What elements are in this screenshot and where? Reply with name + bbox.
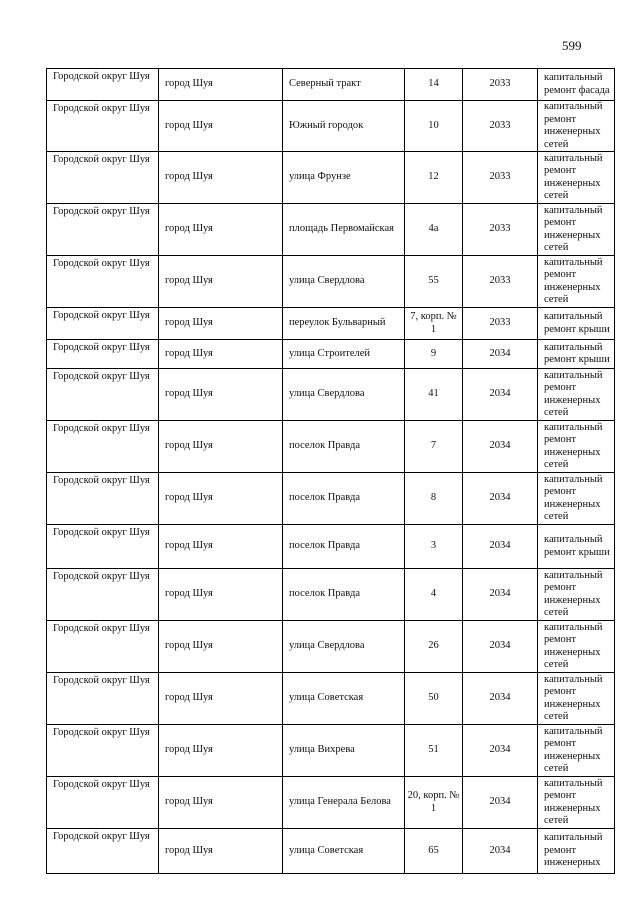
- settlement-cell: город Шуя: [159, 69, 283, 101]
- house-number-cell: 7, корп. № 1: [405, 308, 463, 340]
- street-cell: улица Советская: [283, 673, 405, 725]
- housing-repair-table: [46, 68, 615, 874]
- year-cell: 2034: [463, 421, 538, 473]
- settlement-cell: город Шуя: [159, 101, 283, 152]
- work-type-cell: капитальный ремонт инженерных сетей: [538, 777, 615, 829]
- work-type-cell: капитальный ремонт инженерных сетей: [538, 369, 615, 421]
- municipality-cell: Городской округ Шуя: [47, 421, 159, 473]
- work-type-cell: капитальный ремонт инженерных: [538, 829, 615, 874]
- house-number-cell: 65: [405, 829, 463, 874]
- house-number-cell: 20, корп. № 1: [405, 777, 463, 829]
- street-cell: улица Строителей: [283, 340, 405, 369]
- house-number-cell: 14: [405, 69, 463, 101]
- work-type-cell: капитальный ремонт инженерных сетей: [538, 673, 615, 725]
- year-cell: 2034: [463, 621, 538, 673]
- table-row: [47, 204, 615, 256]
- table-row: [47, 421, 615, 473]
- municipality-cell: Городской округ Шуя: [47, 777, 159, 829]
- house-number-cell: 4а: [405, 204, 463, 256]
- settlement-cell: город Шуя: [159, 308, 283, 340]
- work-type-cell: капитальный ремонт инженерных сетей: [538, 256, 615, 308]
- street-cell: поселок Правда: [283, 525, 405, 569]
- year-cell: 2034: [463, 777, 538, 829]
- street-cell: улица Фрунзе: [283, 152, 405, 204]
- municipality-cell: Городской округ Шуя: [47, 101, 159, 152]
- settlement-cell: город Шуя: [159, 725, 283, 777]
- year-cell: 2034: [463, 473, 538, 525]
- settlement-cell: город Шуя: [159, 621, 283, 673]
- municipality-cell: Городской округ Шуя: [47, 152, 159, 204]
- year-cell: 2033: [463, 256, 538, 308]
- street-cell: улица Советская: [283, 829, 405, 874]
- house-number-cell: 51: [405, 725, 463, 777]
- table-row: [47, 101, 615, 152]
- house-number-cell: 50: [405, 673, 463, 725]
- work-type-cell: капитальный ремонт инженерных сетей: [538, 621, 615, 673]
- house-number-cell: 8: [405, 473, 463, 525]
- municipality-cell: Городской округ Шуя: [47, 725, 159, 777]
- municipality-cell: Городской округ Шуя: [47, 204, 159, 256]
- table-row: [47, 369, 615, 421]
- house-number-cell: 41: [405, 369, 463, 421]
- house-number-cell: 10: [405, 101, 463, 152]
- page-number: 599: [562, 38, 582, 53]
- settlement-cell: город Шуя: [159, 829, 283, 874]
- work-type-cell: капитальный ремонт крыши: [538, 340, 615, 369]
- table-row: [47, 621, 615, 673]
- settlement-cell: город Шуя: [159, 673, 283, 725]
- table-row: [47, 473, 615, 525]
- table-row: [47, 69, 615, 101]
- municipality-cell: Городской округ Шуя: [47, 525, 159, 569]
- table-row: [47, 829, 615, 874]
- street-cell: поселок Правда: [283, 569, 405, 621]
- year-cell: 2033: [463, 204, 538, 256]
- municipality-cell: Городской округ Шуя: [47, 340, 159, 369]
- municipality-cell: Городской округ Шуя: [47, 621, 159, 673]
- table-body: [47, 69, 615, 874]
- settlement-cell: город Шуя: [159, 421, 283, 473]
- settlement-cell: город Шуя: [159, 152, 283, 204]
- municipality-cell: Городской округ Шуя: [47, 829, 159, 874]
- house-number-cell: 4: [405, 569, 463, 621]
- year-cell: 2033: [463, 308, 538, 340]
- table-row: [47, 152, 615, 204]
- year-cell: 2033: [463, 69, 538, 101]
- work-type-cell: капитальный ремонт инженерных сетей: [538, 725, 615, 777]
- table-row: [47, 525, 615, 569]
- settlement-cell: город Шуя: [159, 340, 283, 369]
- year-cell: 2034: [463, 725, 538, 777]
- table-row: [47, 569, 615, 621]
- street-cell: улица Свердлова: [283, 369, 405, 421]
- street-cell: улица Вихрева: [283, 725, 405, 777]
- year-cell: 2034: [463, 340, 538, 369]
- year-cell: 2034: [463, 569, 538, 621]
- house-number-cell: 3: [405, 525, 463, 569]
- street-cell: Северный тракт: [283, 69, 405, 101]
- work-type-cell: капитальный ремонт инженерных сетей: [538, 421, 615, 473]
- house-number-cell: 55: [405, 256, 463, 308]
- work-type-cell: капитальный ремонт инженерных сетей: [538, 204, 615, 256]
- house-number-cell: 26: [405, 621, 463, 673]
- work-type-cell: капитальный ремонт инженерных сетей: [538, 569, 615, 621]
- municipality-cell: Городской округ Шуя: [47, 569, 159, 621]
- table-row: [47, 340, 615, 369]
- work-type-cell: капитальный ремонт крыши: [538, 525, 615, 569]
- work-type-cell: капитальный ремонт крыши: [538, 308, 615, 340]
- municipality-cell: Городской округ Шуя: [47, 473, 159, 525]
- street-cell: улица Генерала Белова: [283, 777, 405, 829]
- house-number-cell: 12: [405, 152, 463, 204]
- year-cell: 2034: [463, 829, 538, 874]
- work-type-cell: капитальный ремонт инженерных сетей: [538, 101, 615, 152]
- work-type-cell: капитальный ремонт инженерных сетей: [538, 152, 615, 204]
- street-cell: поселок Правда: [283, 421, 405, 473]
- settlement-cell: город Шуя: [159, 256, 283, 308]
- work-type-cell: капитальный ремонт инженерных сетей: [538, 473, 615, 525]
- year-cell: 2034: [463, 673, 538, 725]
- table-row: [47, 256, 615, 308]
- settlement-cell: город Шуя: [159, 569, 283, 621]
- house-number-cell: 9: [405, 340, 463, 369]
- settlement-cell: город Шуя: [159, 777, 283, 829]
- table-row: [47, 308, 615, 340]
- year-cell: 2033: [463, 101, 538, 152]
- street-cell: Южный городок: [283, 101, 405, 152]
- street-cell: переулок Бульварный: [283, 308, 405, 340]
- municipality-cell: Городской округ Шуя: [47, 69, 159, 101]
- municipality-cell: Городской округ Шуя: [47, 673, 159, 725]
- settlement-cell: город Шуя: [159, 473, 283, 525]
- municipality-cell: Городской округ Шуя: [47, 308, 159, 340]
- table-row: [47, 673, 615, 725]
- settlement-cell: город Шуя: [159, 204, 283, 256]
- year-cell: 2034: [463, 369, 538, 421]
- year-cell: 2034: [463, 525, 538, 569]
- street-cell: улица Свердлова: [283, 621, 405, 673]
- settlement-cell: город Шуя: [159, 369, 283, 421]
- year-cell: 2033: [463, 152, 538, 204]
- street-cell: площадь Первомайская: [283, 204, 405, 256]
- street-cell: улица Свердлова: [283, 256, 405, 308]
- settlement-cell: город Шуя: [159, 525, 283, 569]
- table-row: [47, 777, 615, 829]
- street-cell: поселок Правда: [283, 473, 405, 525]
- municipality-cell: Городской округ Шуя: [47, 369, 159, 421]
- table-row: [47, 725, 615, 777]
- house-number-cell: 7: [405, 421, 463, 473]
- municipality-cell: Городской округ Шуя: [47, 256, 159, 308]
- work-type-cell: капитальный ремонт фасада: [538, 69, 615, 101]
